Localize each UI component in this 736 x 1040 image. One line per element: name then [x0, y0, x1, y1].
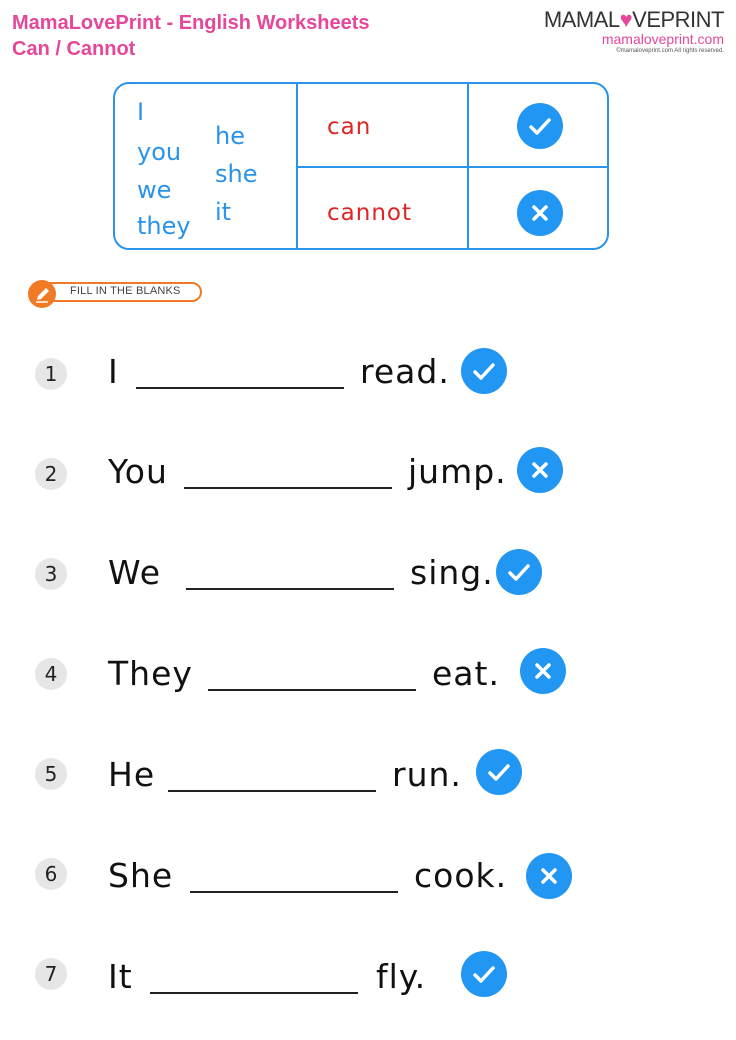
section-tag-pill: [38, 282, 202, 302]
question-verb: run.: [392, 755, 462, 794]
question-subject: It: [108, 957, 133, 996]
pronoun-i: I: [137, 98, 145, 126]
answer-blank[interactable]: [208, 689, 416, 691]
pronoun-you: you: [137, 138, 182, 166]
question-number: 4: [35, 658, 67, 690]
check-icon: [496, 549, 542, 595]
check-icon: [476, 749, 522, 795]
question-subject: You: [108, 452, 168, 491]
answer-blank[interactable]: [186, 588, 394, 590]
pronoun-it: it: [215, 198, 232, 226]
word-cannot: cannot: [327, 200, 412, 226]
question-verb: fly.: [376, 957, 427, 996]
pronoun-they: they: [137, 212, 191, 240]
question-number: 1: [35, 358, 67, 390]
answer-blank[interactable]: [190, 891, 398, 893]
answer-blank[interactable]: [184, 487, 392, 489]
section-tag-label: FILL IN THE BLANKS: [70, 285, 181, 297]
cross-icon: [517, 190, 563, 236]
answer-blank[interactable]: [168, 790, 376, 792]
question-subject: We: [108, 553, 161, 592]
pronoun-he: he: [215, 122, 245, 150]
question-verb: sing.: [410, 553, 494, 592]
answer-blank[interactable]: [136, 387, 344, 389]
check-icon: [461, 951, 507, 997]
question-subject: They: [108, 654, 193, 693]
question-number: 7: [35, 958, 67, 990]
question-number: 6: [35, 858, 67, 890]
reference-table: [113, 82, 609, 250]
brand-rights: ©mamaloveprint.com All rights reserved.: [616, 48, 724, 54]
title-line-1: MamaLovePrint - English Worksheets: [12, 12, 370, 34]
answer-blank[interactable]: [150, 992, 358, 994]
pronoun-we: we: [137, 176, 172, 204]
heart-icon: ♥: [619, 7, 633, 32]
title-line-2: Can / Cannot: [12, 38, 136, 60]
question-number: 3: [35, 558, 67, 590]
question-number: 2: [35, 458, 67, 490]
question-verb: jump.: [408, 452, 507, 491]
brand-pre: MAMAL: [543, 7, 620, 32]
worksheet-title: [12, 10, 370, 62]
brand-post: VEPRINT: [632, 7, 724, 32]
brand-logo: [544, 8, 724, 56]
check-icon: [461, 348, 507, 394]
brand-url: mamaloveprint.com: [601, 31, 724, 47]
table-divider: [296, 166, 607, 168]
pronoun-she: she: [215, 160, 258, 188]
cross-icon: [517, 447, 563, 493]
question-subject: She: [108, 856, 174, 895]
check-icon: [517, 103, 563, 149]
question-subject: I: [108, 352, 119, 391]
brand-wordmark: [544, 8, 724, 32]
cross-icon: [520, 648, 566, 694]
question-verb: cook.: [414, 856, 508, 895]
pencil-icon: [28, 280, 56, 308]
question-subject: He: [108, 755, 156, 794]
question-verb: read.: [360, 352, 450, 391]
section-tag: [28, 280, 204, 306]
question-verb: eat.: [432, 654, 500, 693]
question-number: 5: [35, 758, 67, 790]
word-can: can: [327, 114, 372, 140]
cross-icon: [526, 853, 572, 899]
